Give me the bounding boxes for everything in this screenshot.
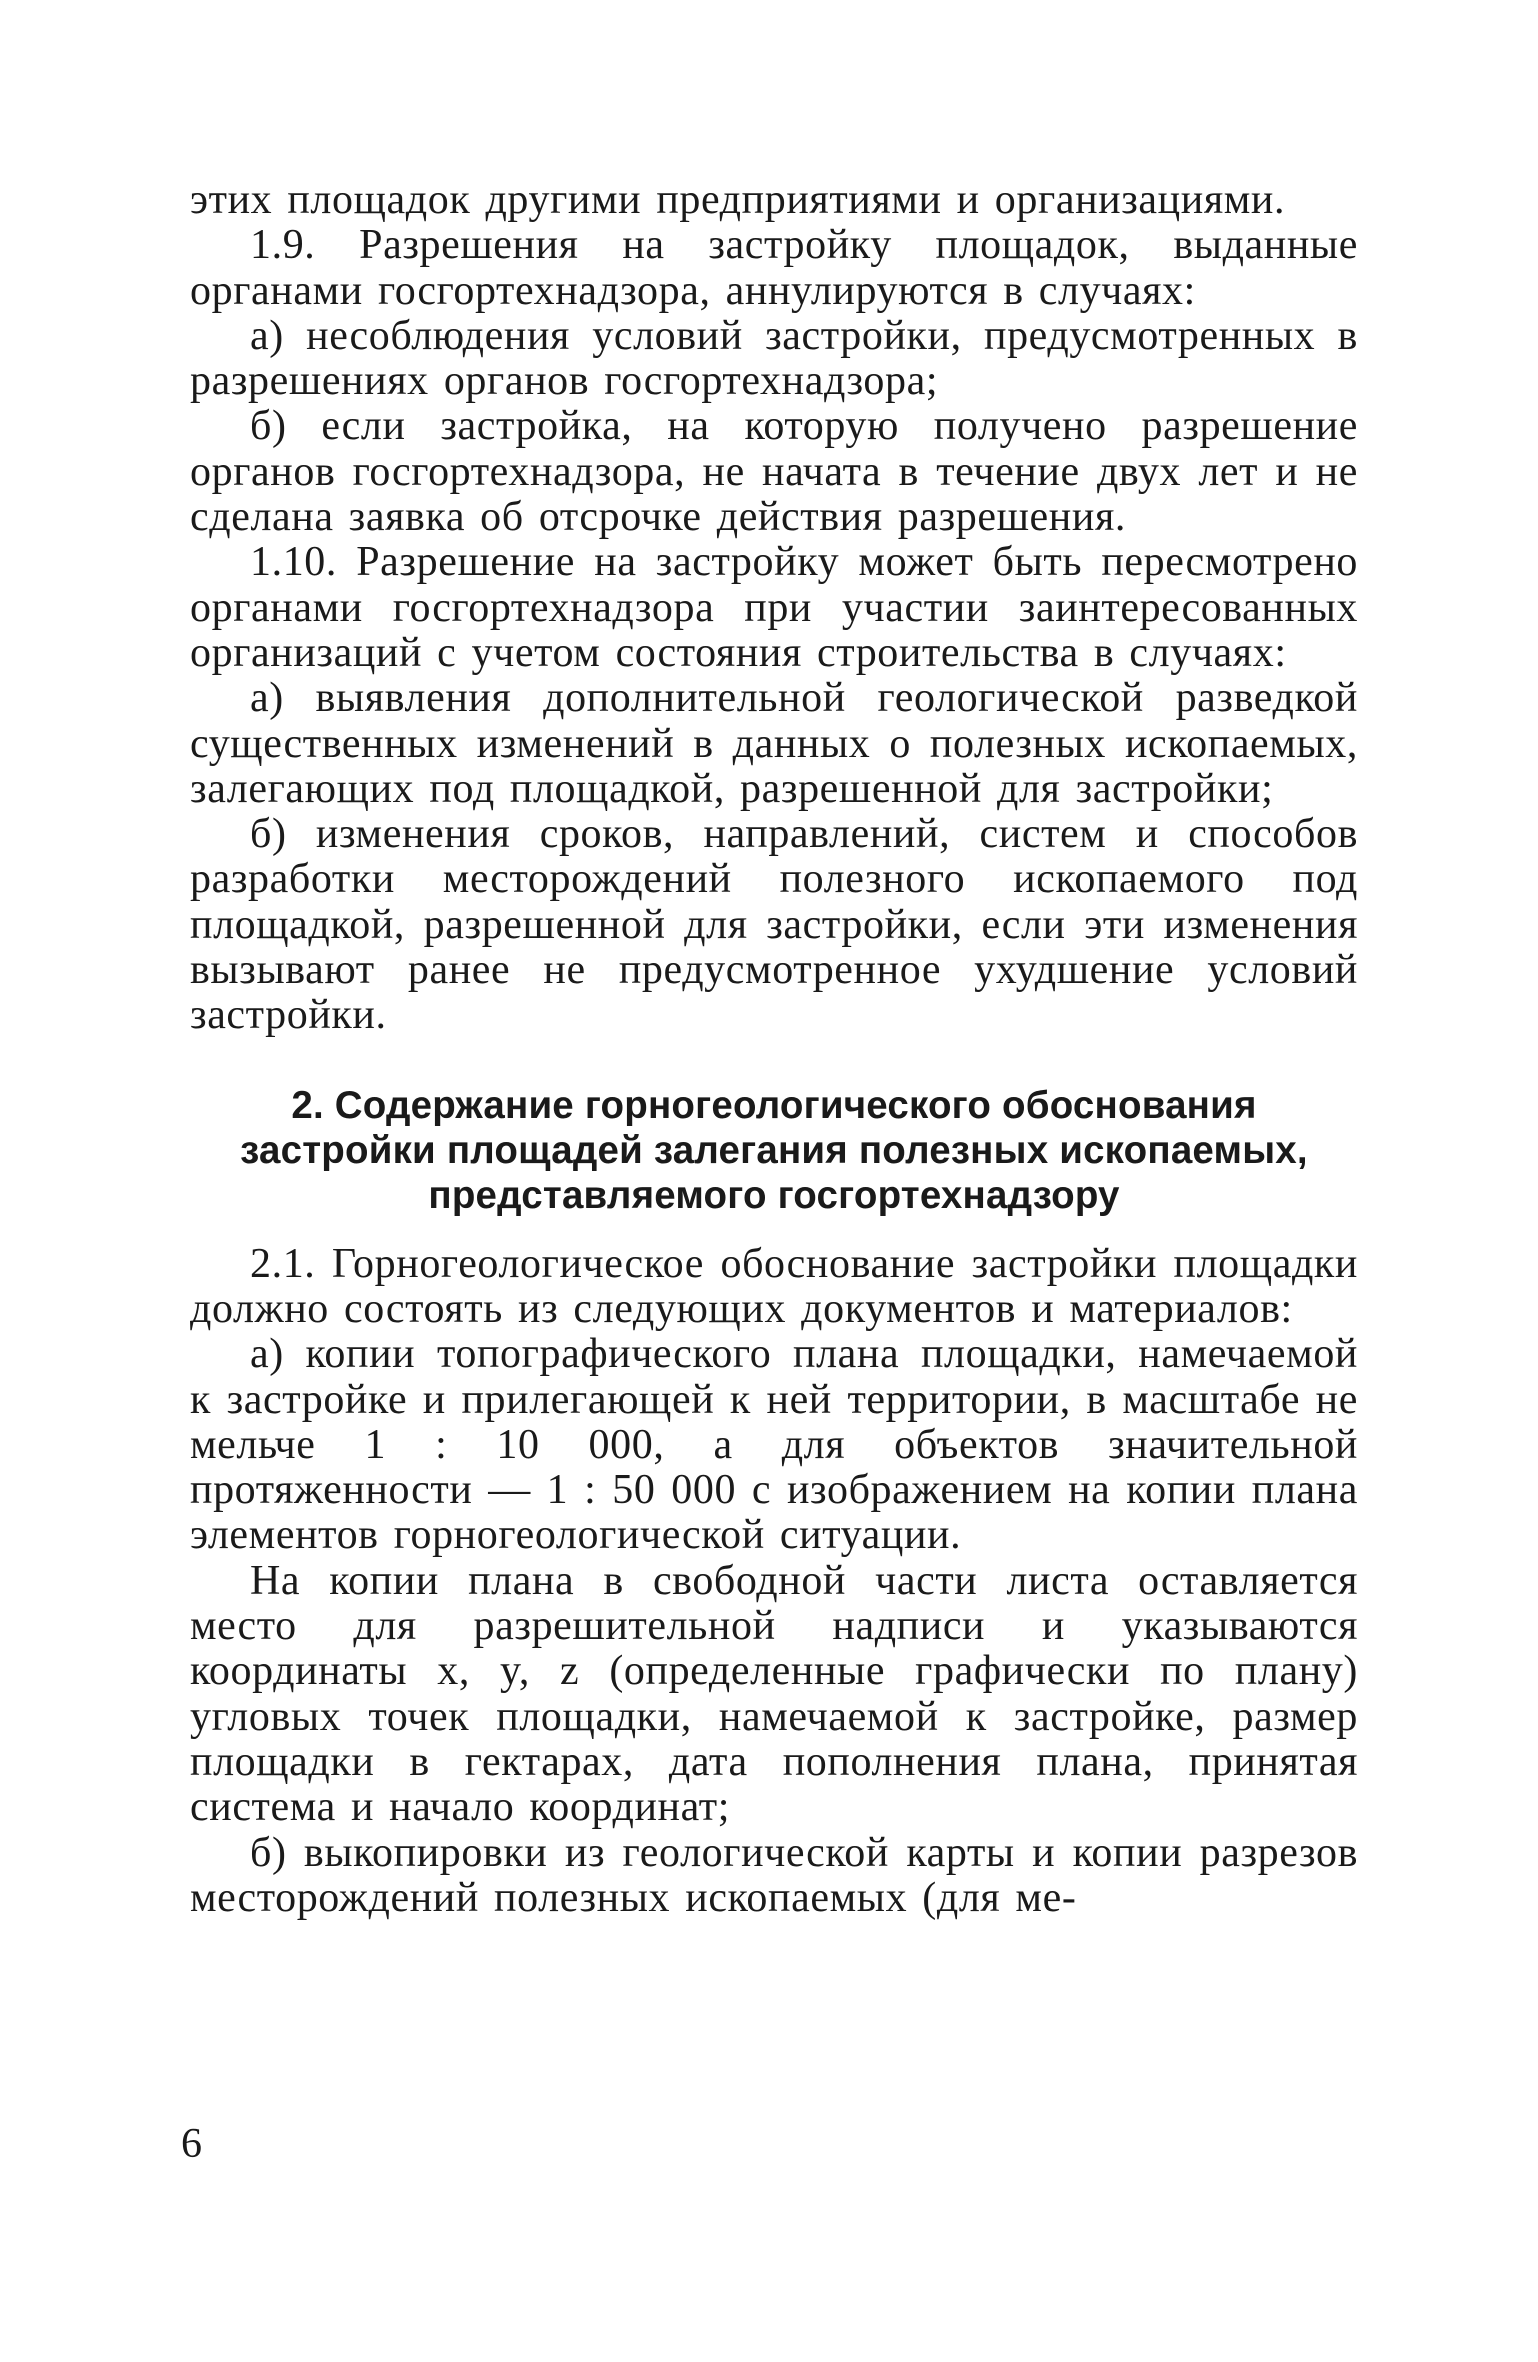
paragraph-continuation: этих площадок другими предприятиями и организациями.	[190, 177, 1286, 223]
page-body	[190, 178, 1358, 1921]
paragraph-2-1-b: б) выкопировки из геологической карты и копии разрезов месторождений полезных ископаемых (для ме-	[190, 1829, 1358, 1921]
paragraph-1-10-a: а) выявления дополнительной геологической разведкой существенных изменений в данных о полезных ископаемых, залегающих под площадкой, разрешенной для застройки;	[190, 675, 1358, 812]
section-heading-line-3: представляемого госгортехнадзору	[428, 1173, 1120, 1217]
section-heading-line-2: застройки площадей залегания полезных ископаемых,	[240, 1128, 1308, 1172]
paragraph-1-10: 1.10. Разрешение на застройку может быть пересмотрено органами госгортехнадзора при участии заинтересованных организаций с учетом состояния строительства в случаях:	[190, 539, 1358, 676]
paragraph-2-1-a: а) копии топографического плана площадки, намечаемой к застройке и прилегающей к ней территории, в масштабе не мельче 1 : 10 000, а для объектов значительной протяженности — 1 : 50 000 с изображением на копии плана элементов горногеологической ситуации.	[190, 1331, 1358, 1559]
paragraph-1-9-a: а) несоблюдения условий застройки, предусмотренных в разрешениях органов госгортехнадзора;	[190, 312, 1358, 405]
paragraph-2-1-a-continued: На копии плана в свободной части листа оставляется место для разрешительной надписи и указываются координаты x, y, z (определенные графически по плану) угловых точек площадки, намечаемой к застройке, размер площадки в гектарах, дата пополнения плана, принятая система и начало координат;	[190, 1557, 1358, 1831]
page-number: 6	[181, 2121, 202, 2167]
section-heading	[190, 1083, 1358, 1218]
paragraph-1-10-b: б) изменения сроков, направлений, систем и способов разработки месторождений полезного ископаемого под площадкой, разрешенной для застройки, если эти изменения вызывают ранее не предусмотренное ухудшение условий застройки.	[190, 811, 1358, 1039]
paragraph-2-1: 2.1. Горногеологическое обоснование застройки площадки должно состоять из следующих документов и материалов:	[190, 1240, 1358, 1332]
section-heading-line-1: 2. Содержание горногеологического обоснования	[291, 1083, 1257, 1127]
paragraph-1-9: 1.9. Разрешения на застройку площадок, выданные органами госгортехнадзора, аннулируются в случаях:	[190, 222, 1358, 314]
paragraph-1-9-b: б) если застройка, на которую получено разрешение органов госгортехнадзора, не начата в течение двух лет и не сделана заявка об отсрочке действия разрешения.	[190, 403, 1358, 541]
